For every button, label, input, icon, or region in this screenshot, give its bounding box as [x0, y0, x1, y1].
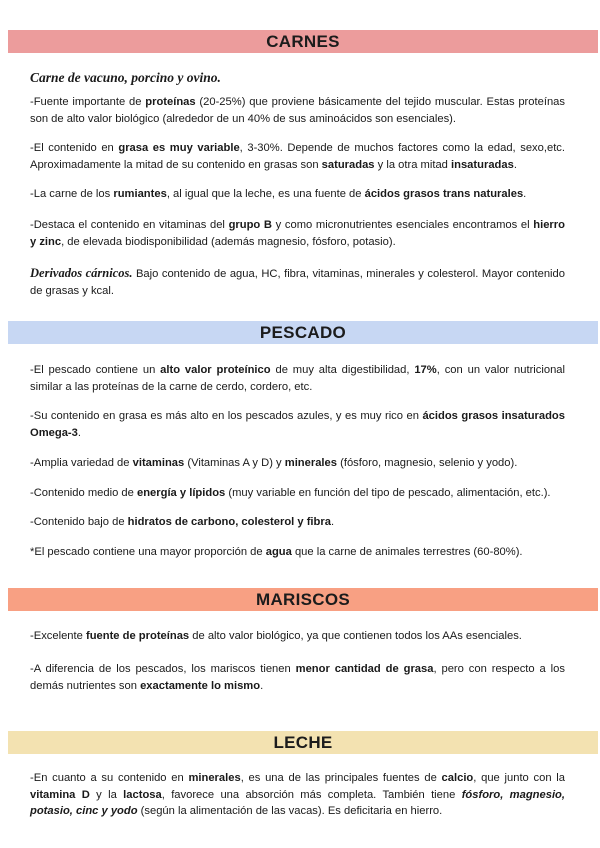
mariscos-paragraph-1: -Excelente fuente de proteínas de alto valor biológico, ya que contienen todos los AAs esenciales. — [30, 630, 522, 642]
carnes-paragraph-3: -La carne de los rumiantes, al igual que la leche, es una fuente de ácidos grasos trans naturales. — [30, 188, 527, 200]
carnes-subtitle: Carne de vacuno, porcino y ovino. — [30, 70, 221, 85]
section-header-leche: LECHE — [8, 731, 598, 754]
pescado-paragraph-4: -Contenido medio de energía y lípidos (muy variable en función del tipo de pescado, alimentación, etc.). — [30, 487, 551, 499]
pescado-paragraph-1: -El pescado contiene un alto valor proteínico de muy alta digestibilidad, 17%, con un valor nutricional similar a las proteínas de la carne de cerdo, cordero, etc. — [30, 364, 566, 393]
pescado-paragraph-5: -Contenido bajo de hidratos de carbono, colesterol y fibra. — [30, 516, 335, 528]
carnes-paragraph-4: -Destaca el contenido en vitaminas del grupo B y como micronutrientes esenciales encontramos el hierro y zinc, de elevada biodisponibilidad (además magnesio, fósforo, potasio). — [30, 219, 565, 248]
section-header-mariscos: MARISCOS — [8, 588, 598, 611]
pescado-paragraph-3: -Amplia variedad de vitaminas (Vitaminas A y D) y minerales (fósforo, magnesio, selenio y yodo). — [30, 457, 518, 469]
carnes-paragraph-1: -Fuente importante de proteínas (20-25%) que proviene básicamente del tejido muscular. Estas proteínas son de alto valor biológico (alrededor de un 40% de sus aminoácidos son esenciales). — [30, 96, 565, 125]
carnes-paragraph-2: -El contenido en grasa es muy variable, 3-30%. Depende de muchos factores como la edad, sexo,etc. Aproximadamente la mitad de su contenido en grasas son saturadas y la otra mitad insaturadas. — [30, 142, 566, 171]
carnes-paragraph-derivados: Derivados cárnicos. Bajo contenido de agua, HC, fibra, vitaminas, minerales y colesterol. Mayor contenido de grasas y kcal. — [30, 266, 565, 297]
pescado-paragraph-2: -Su contenido en grasa es más alto en los pescados azules, y es muy rico en ácidos grasos insaturados Omega-3. — [30, 410, 565, 439]
leche-paragraph-1: -En cuanto a su contenido en minerales, es una de las principales fuentes de calcio, que junto con la vitamina D y la lactosa, favorece una absorción más completa. También tiene fósforo, magnesio, potasio, cinc y yodo (según la alimentación de las vacas). Es deficitaria en hierro. — [30, 772, 566, 817]
pescado-paragraph-6: *El pescado contiene una mayor proporción de agua que la carne de animales terrestres (60-80%). — [30, 546, 523, 558]
mariscos-paragraph-2: -A diferencia de los pescados, los mariscos tienen menor cantidad de grasa, pero con respecto a los demás nutrientes son exactamente lo mismo. — [30, 663, 565, 692]
section-header-carnes: CARNES — [8, 30, 598, 53]
section-header-pescado: PESCADO — [8, 321, 598, 344]
